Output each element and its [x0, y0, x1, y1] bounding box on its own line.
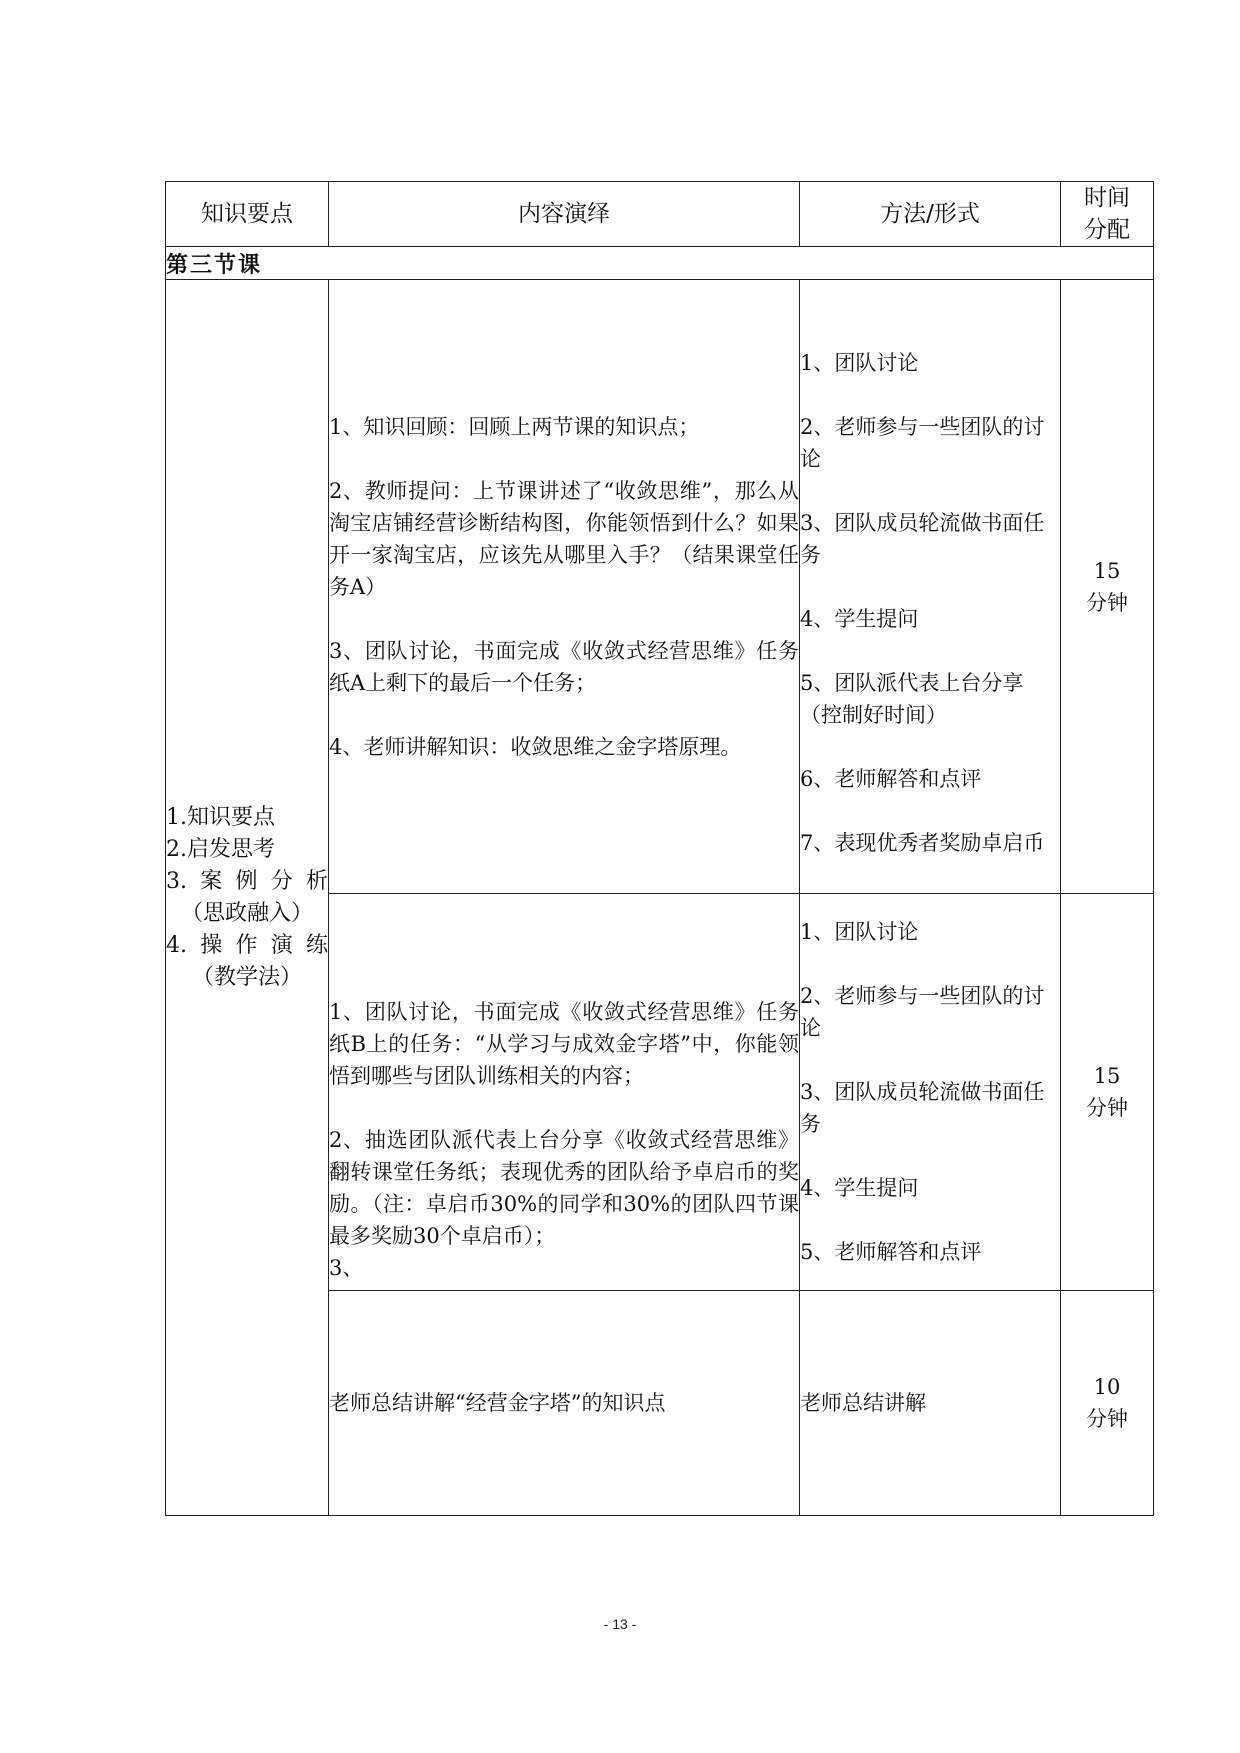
header-knowledge-points: 知识要点	[166, 182, 329, 247]
table-row	[166, 280, 1154, 894]
table-header-row	[166, 182, 1154, 247]
method-item: 1、团队讨论	[800, 920, 919, 944]
knowledge-point-item: 2.启发思考	[166, 836, 275, 862]
time-cell	[1061, 894, 1154, 1291]
knowledge-point-item: 1.知识要点	[166, 804, 275, 830]
content-paragraph: 1、知识回顾：回顾上两节课的知识点；	[329, 414, 700, 439]
method-item: 3、团队成员轮流做书面任务	[800, 1080, 1045, 1136]
knowledge-point-item: 3.案例分析	[166, 868, 328, 894]
time-value: 15	[1093, 1064, 1121, 1088]
method-item: 5、团队派代表上台分享（控制好时间）	[800, 670, 1024, 727]
header-content: 内容演绎	[329, 182, 800, 247]
header-method: 方法/形式	[800, 182, 1061, 247]
method-item: 4、学生提问	[800, 1176, 919, 1200]
method-item: 6、老师解答和点评	[800, 766, 982, 791]
content-paragraph: 2、抽选团队派代表上台分享《收敛式经营思维》翻转课堂任务纸；表现优秀的团队给予卓启币的奖励。（注：卓启币30%的同学和30%的团队四节课最多奖励30个卓启币）；	[329, 1128, 799, 1248]
method-item: 5、老师解答和点评	[800, 1240, 982, 1264]
knowledge-point-item: （思政融入）	[180, 900, 313, 926]
time-value: 10	[1093, 1375, 1121, 1399]
content-paragraph: 2、教师提问：上节课讲述了“收敛思维”，那么从淘宝店铺经营诊断结构图，你能领悟到什么？如果开一家淘宝店，应该先从哪里入手？（结果课堂任务A）	[329, 478, 799, 599]
method-item: 老师总结讲解	[800, 1391, 926, 1415]
header-time	[1061, 182, 1154, 247]
method-item: 4、学生提问	[800, 606, 919, 631]
content-paragraph: 3、	[329, 1256, 364, 1280]
time-unit: 分钟	[1086, 1407, 1128, 1431]
method-item: 7、表现优秀者奖励卓启币	[800, 830, 1045, 855]
section-title: 第三节课	[166, 247, 1154, 280]
content-paragraph: 3、团队讨论，书面完成《收敛式经营思维》任务纸A上剩下的最后一个任务；	[329, 638, 799, 695]
section-row	[166, 247, 1154, 280]
time-unit: 分钟	[1086, 590, 1128, 615]
method-cell	[800, 280, 1061, 894]
time-cell	[1061, 280, 1154, 894]
time-cell	[1061, 1291, 1154, 1516]
content-paragraph: 1、团队讨论，书面完成《收敛式经营思维》任务纸B上的任务：“从学习与成效金字塔”中，你能领悟到哪些与团队训练相关的内容；	[329, 1000, 799, 1088]
content-cell	[329, 894, 800, 1291]
header-time-line1: 时间	[1084, 185, 1130, 211]
time-value: 15	[1093, 558, 1121, 583]
header-time-line2: 分配	[1084, 217, 1130, 243]
method-item: 3、团队成员轮流做书面任务	[800, 510, 1045, 567]
content-paragraph: 老师总结讲解“经营金字塔”的知识点	[329, 1391, 666, 1415]
knowledge-point-item: 4.操作演练	[166, 932, 328, 958]
content-cell	[329, 280, 800, 894]
method-item: 1、团队讨论	[800, 350, 919, 375]
content-cell	[329, 1291, 800, 1516]
page-number: - 13 -	[603, 1616, 637, 1632]
method-item: 2、老师参与一些团队的讨论	[800, 984, 1045, 1040]
method-item: 2、老师参与一些团队的讨论	[800, 414, 1045, 471]
lesson-plan-table	[165, 181, 1154, 1516]
time-unit: 分钟	[1086, 1096, 1128, 1120]
knowledge-points-cell	[166, 280, 329, 1516]
knowledge-point-item: （教学法）	[191, 964, 302, 990]
method-cell	[800, 1291, 1061, 1516]
method-cell	[800, 894, 1061, 1291]
content-paragraph: 4、老师讲解知识：收敛思维之金字塔原理。	[329, 734, 742, 759]
